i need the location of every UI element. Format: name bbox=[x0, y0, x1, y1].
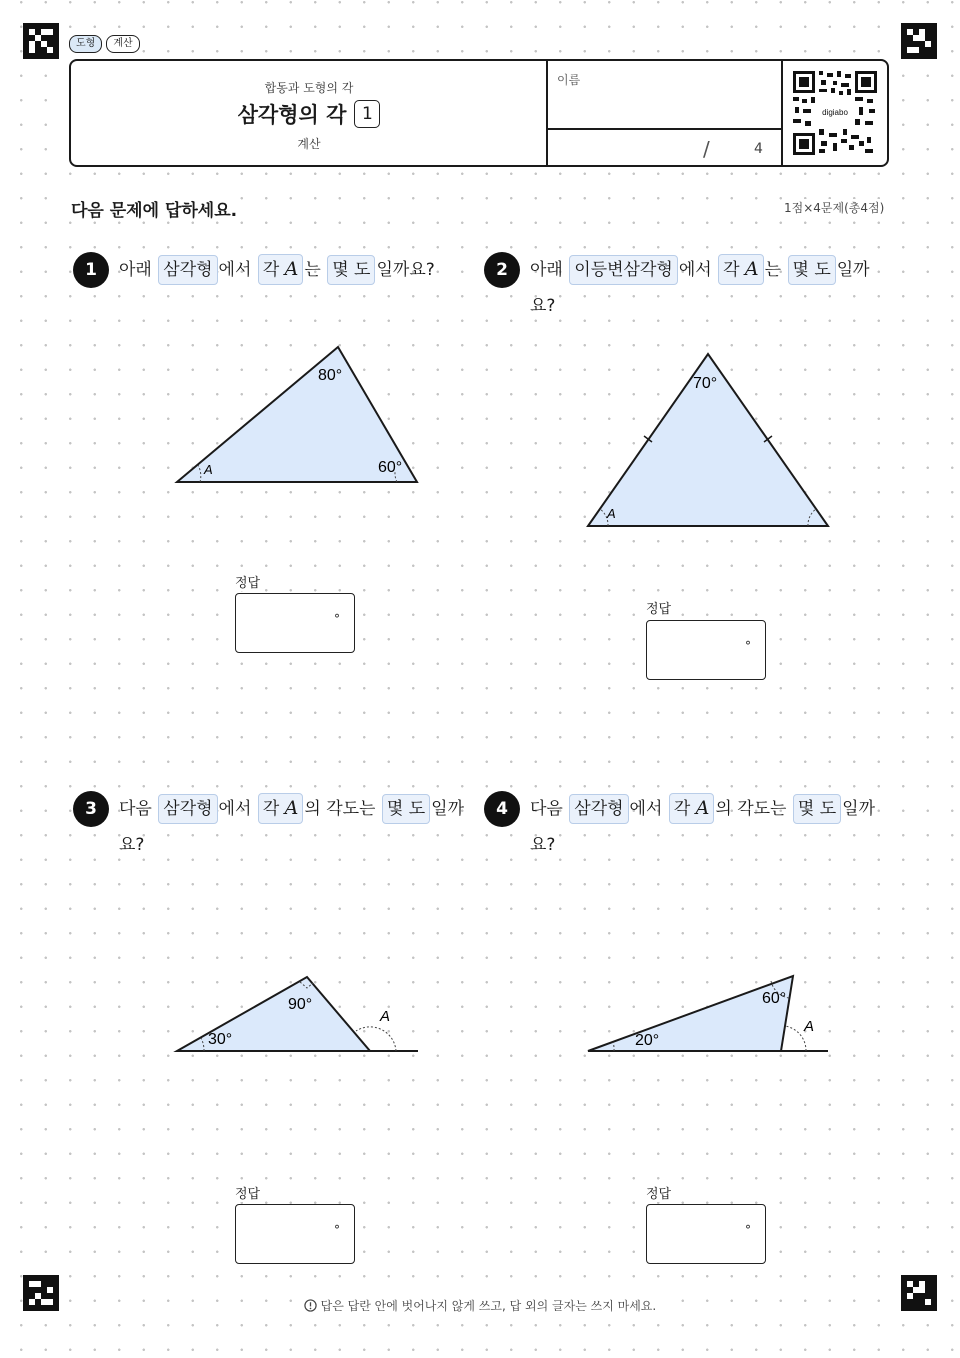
text-segment: 에서 bbox=[678, 260, 712, 280]
question-number: 4 bbox=[484, 791, 520, 827]
angle-variable: A bbox=[695, 797, 710, 819]
answer-box[interactable] bbox=[646, 620, 766, 680]
keyword-box: 삼각형 bbox=[158, 255, 217, 285]
text-segment: 각 bbox=[262, 260, 280, 280]
question-text bbox=[119, 791, 489, 863]
points-summary: 1점×4문제(총4점) bbox=[784, 201, 885, 215]
keyword-box: 몇 도 bbox=[327, 255, 375, 285]
angle-arc bbox=[785, 1026, 806, 1051]
text-segment: 일까 bbox=[836, 260, 870, 280]
instruction: 다음 문제에 답하세요. bbox=[69, 196, 239, 221]
angle-variable-label: A bbox=[204, 462, 213, 477]
triangle-figure bbox=[170, 340, 430, 490]
footer-notice bbox=[0, 1297, 960, 1314]
text-segment: 의 각도는 bbox=[304, 799, 376, 819]
exterior-angle-figure bbox=[580, 968, 840, 1058]
question-text bbox=[530, 791, 900, 863]
footer-content bbox=[300, 1299, 660, 1313]
text-segment: 아래 bbox=[119, 260, 152, 280]
question-number: 2 bbox=[484, 252, 520, 288]
footer-text: 답은 답란 안에 벗어나지 않게 쓰고, 답 외의 글자는 쓰지 마세요. bbox=[320, 1299, 657, 1313]
angle-variable-label: A bbox=[380, 1008, 391, 1025]
angle-variable: A bbox=[744, 258, 759, 280]
keyword-box: 이등변삼각형 bbox=[569, 255, 678, 285]
page-title bbox=[71, 99, 547, 129]
score-slash: / bbox=[703, 137, 710, 161]
qr-caption: digiabo bbox=[822, 108, 848, 117]
answer-label: 정답 bbox=[235, 1183, 260, 1202]
answer-box[interactable] bbox=[646, 1204, 766, 1264]
triangle-shape bbox=[177, 977, 370, 1051]
header-divider bbox=[546, 61, 548, 165]
worksheet-number: 1 bbox=[354, 100, 380, 128]
degree-unit: ° bbox=[745, 639, 751, 653]
degree-unit: ° bbox=[334, 1223, 340, 1237]
qr-code-icon bbox=[793, 71, 877, 155]
answer-box[interactable] bbox=[235, 1204, 355, 1264]
text-segment: 일까요? bbox=[376, 260, 435, 280]
keyword-box: 몇 도 bbox=[793, 794, 841, 824]
tag-calculation: 계산 bbox=[106, 35, 139, 53]
title-block bbox=[71, 61, 547, 165]
answer-box[interactable] bbox=[235, 593, 355, 653]
angle-label: 90° bbox=[288, 996, 313, 1013]
text-segment: 각 bbox=[723, 260, 740, 280]
angle-variable: A bbox=[284, 258, 299, 280]
unit-subtitle: 합동과 도형의 각 bbox=[264, 81, 354, 95]
triangle-shape bbox=[588, 976, 793, 1051]
question-number: 3 bbox=[73, 791, 109, 827]
exterior-angle-figure bbox=[170, 968, 430, 1058]
text-segment: 아래 bbox=[530, 260, 563, 280]
text-segment: 각 bbox=[673, 799, 691, 819]
category-label: 계산 bbox=[297, 137, 321, 151]
corner-marker-top-left bbox=[23, 23, 59, 59]
corner-marker-top-right bbox=[901, 23, 937, 59]
worksheet-header bbox=[69, 59, 889, 167]
text-segment: 요? bbox=[119, 835, 145, 855]
question-text bbox=[119, 252, 469, 288]
text-segment: 의 각도는 bbox=[715, 799, 787, 819]
header-divider bbox=[781, 61, 783, 165]
angle-variable: A bbox=[284, 797, 299, 819]
text-segment: 는 bbox=[304, 260, 321, 280]
angle-label: 60° bbox=[762, 990, 787, 1007]
keyword-box: 몇 도 bbox=[382, 794, 430, 824]
text-segment: 다음 bbox=[119, 799, 152, 819]
degree-unit: ° bbox=[334, 612, 340, 626]
text-segment: 에서 bbox=[218, 799, 252, 819]
text-segment: 각 bbox=[262, 799, 280, 819]
answer-label: 정답 bbox=[646, 598, 671, 617]
text-segment: 다음 bbox=[530, 799, 563, 819]
angle-label: 60° bbox=[378, 459, 403, 476]
answer-label: 정답 bbox=[235, 572, 260, 591]
text-segment: 요? bbox=[530, 296, 556, 316]
angle-variable-label: A bbox=[804, 1018, 815, 1035]
degree-unit: ° bbox=[745, 1223, 751, 1237]
isosceles-triangle-figure bbox=[580, 346, 840, 536]
angle-variable-label: A bbox=[607, 506, 616, 521]
text-segment: 에서 bbox=[629, 799, 663, 819]
tag-shape: 도형 bbox=[69, 35, 102, 53]
keyword-box bbox=[669, 793, 715, 824]
name-field-label: 이름 bbox=[557, 73, 581, 87]
question-number: 1 bbox=[73, 252, 109, 288]
keyword-box bbox=[258, 254, 304, 285]
angle-label: 30° bbox=[208, 1031, 233, 1048]
angle-label: 20° bbox=[635, 1032, 660, 1049]
tag-group bbox=[69, 35, 140, 53]
keyword-box: 몇 도 bbox=[788, 255, 836, 285]
score-total: 4 bbox=[754, 141, 763, 157]
text-segment: 일까 bbox=[842, 799, 875, 819]
angle-label: 70° bbox=[693, 375, 718, 392]
keyword-box: 삼각형 bbox=[158, 794, 217, 824]
answer-label: 정답 bbox=[646, 1183, 671, 1202]
keyword-box bbox=[718, 254, 764, 285]
text-segment: 일까 bbox=[431, 799, 464, 819]
keyword-box: 삼각형 bbox=[569, 794, 628, 824]
question-text bbox=[530, 252, 900, 324]
text-segment: 에서 bbox=[218, 260, 252, 280]
title-text: 삼각형의 각 bbox=[237, 103, 347, 127]
info-icon bbox=[304, 1299, 317, 1312]
text-segment: 요? bbox=[530, 835, 556, 855]
angle-label: 80° bbox=[318, 367, 343, 384]
keyword-box bbox=[258, 793, 304, 824]
text-segment: 는 bbox=[764, 260, 782, 280]
header-divider bbox=[547, 128, 781, 130]
